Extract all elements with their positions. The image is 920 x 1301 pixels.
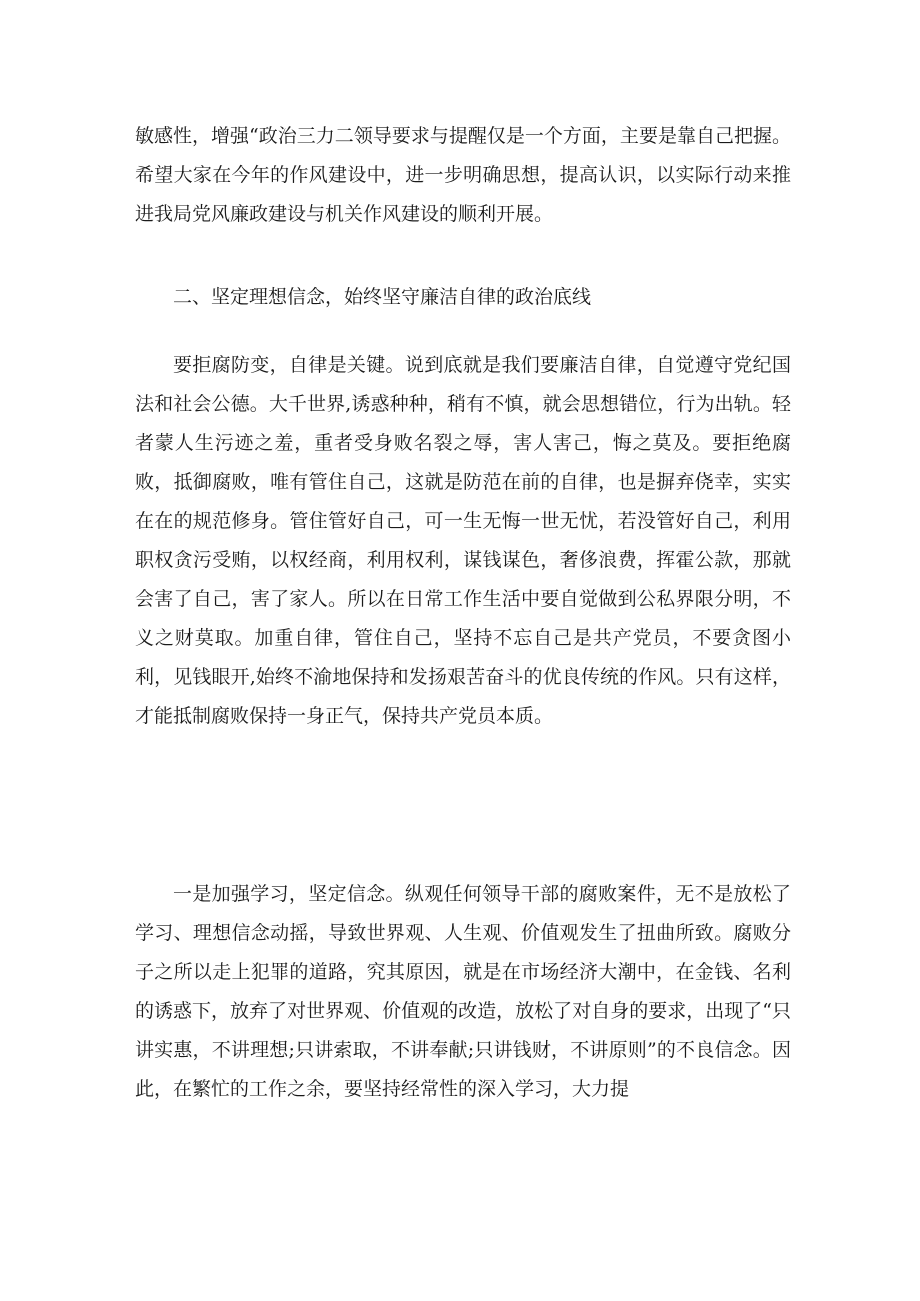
body-paragraph: 一是加强学习，坚定信念。纵观任何领导干部的腐败案件，无不是放松了学习、理想信念动摇，导致世界观、人生观、价值观发生了扭曲所致。腐败分子之所以走上犯罪的道路，究其原因，就是在市场经济大潮中，在金钱、名利的诱惑下，放弃了对世界观、价值观的改造，放松了对自身的要求，出现了“只讲实惠，不讲理想;只讲索取，不讲奉献;只讲钱财，不讲原则”的不良信念。因此，在繁忙的工作之余，要坚持经常性的深入学习，大力提 — [135, 883, 791, 1100]
section-heading: 二、坚定理想信念，始终坚守廉洁自律的政治底线 — [173, 286, 592, 308]
body-paragraph: 敏感性，增强“政治三力二领导要求与提醒仅是一个方面，主要是靠自己把握。希望大家在今年的作风建设中，进一步明确思想，提高认识，以实际行动来推进我局党风廉政建设与机关作风建设的顺利开展。 — [135, 125, 791, 225]
body-paragraph: 要拒腐防变，自律是关键。说到底就是我们要廉洁自律，自觉遵守党纪国法和社会公德。大千世界,诱惑种种，稍有不慎，就会思想错位，行为出轨。轻者蒙人生污迹之羞，重者受身败名裂之辱，害人害己，悔之莫及。要拒绝腐败，抵御腐败，唯有管住自己，这就是防范在前的自律，也是摒弃侥幸，实实在在的规范修身。管住管好自己，可一生无悔一世无忧，若没管好自己，利用职权贪污受贿，以权经商，利用权利，谋钱谋色，奢侈浪费，挥霍公款，那就会害了自己，害了家人。所以在日常工作生活中要自觉做到公私界限分明，不义之财莫取。加重自律，管住自己，坚持不忘自己是共产党员，不要贪图小利，见钱眼开,始终不渝地保持和发扬艰苦奋斗的优良传统的作风。只有这样，才能抵制腐败保持一身正气，保持共产党员本质。 — [135, 354, 791, 727]
